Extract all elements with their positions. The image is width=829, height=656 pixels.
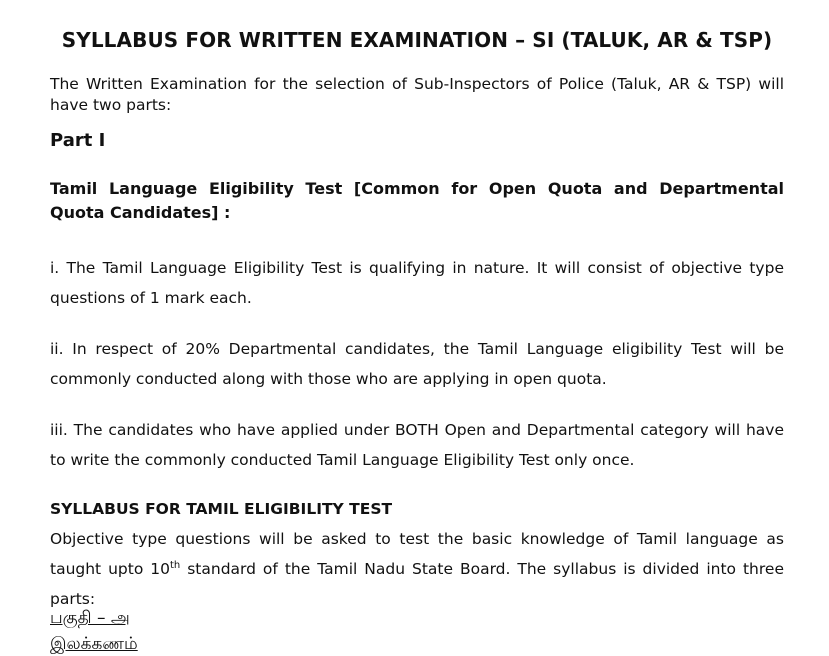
tamil-sub-heading: இலக்கணம் [50,634,138,654]
syllabus-text-after: standard of the Tamil Nadu State Board. The syllabus is divided into three parts: [50,560,784,608]
syllabus-superscript: th [170,559,181,571]
point-2: ii. In respect of 20% Departmental candidates, the Tamil Language eligibility Test will be commonly conducted along with those who are applying in open quota. [50,340,784,388]
part-heading: Part I [50,130,106,151]
syllabus-paragraph [50,524,784,614]
syllabus-text-before: Objective type questions will be asked to test the basic knowledge of Tamil language as taught upto 10 [50,530,784,578]
point-1: i. The Tamil Language Eligibility Test is qualifying in nature. It will consist of objective type questions of 1 mark each. [50,259,784,307]
syllabus-heading: SYLLABUS FOR TAMIL ELIGIBILITY TEST [50,500,393,518]
tamil-part-heading: பகுதி – அ [50,608,130,628]
intro-paragraph: The Written Examination for the selection of Sub-Inspectors of Police (Taluk, AR & TSP) will have two parts: [50,75,784,114]
point-3: iii. The candidates who have applied under BOTH Open and Departmental category will have to write the commonly conducted Tamil Language Eligibility Test only once. [50,421,784,469]
document-title: SYLLABUS FOR WRITTEN EXAMINATION – SI (TALUK, AR & TSP) [61,28,773,52]
test-heading: Tamil Language Eligibility Test [Common for Open Quota and Departmental Quota Candidates] : [50,179,784,222]
